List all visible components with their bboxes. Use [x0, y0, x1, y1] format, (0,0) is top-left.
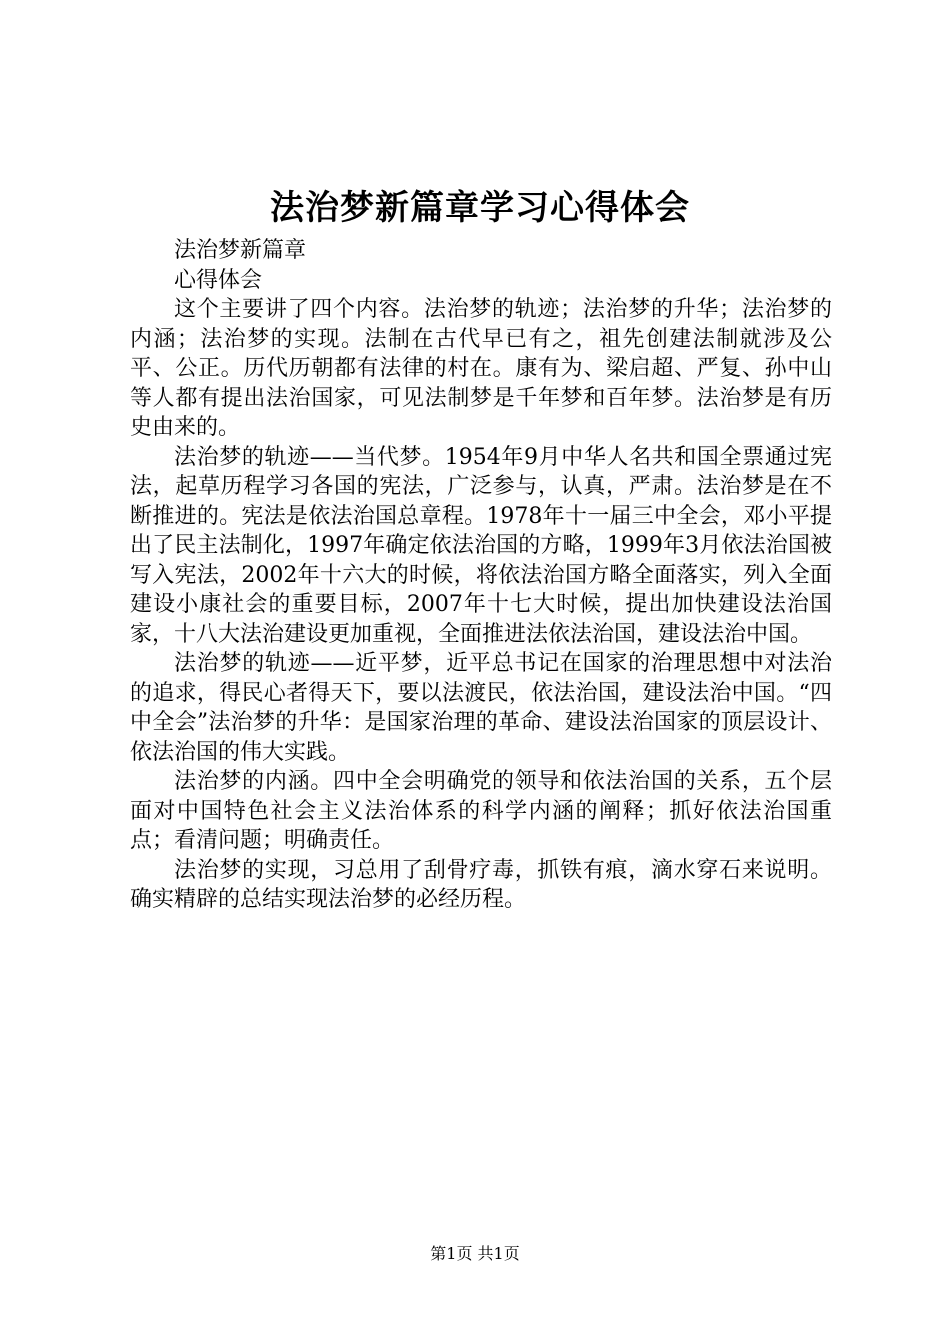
subtitle-line: 心得体会: [174, 267, 263, 293]
body-paragraph: 法治梦的实现，习总用了刮骨疗毒，抓铁有痕，滴水穿石来说明。确实精辟的总结实现法治梦的必经历程。: [130, 857, 832, 912]
subtitle-line: 法治梦新篇章: [174, 238, 307, 263]
body-paragraph: 法治梦的轨迹——近平梦，近平总书记在国家的治理思想中对法治的追求，得民心者得天下，要以法渡民，依法治国，建设法治中国。“四中全会”法治梦的升华：是国家治理的革命、建设法治国家的顶层设计、依法治国的伟大实践。: [130, 651, 832, 765]
document-body: [130, 236, 832, 915]
body-paragraph: 法治梦的内涵。四中全会明确党的领导和依法治国的关系，五个层面对中国特色社会主义法治体系的科学内涵的阐释；抓好依法治国重点；看清问题；明确责任。: [130, 769, 832, 853]
document-title: 法治梦新篇章学习心得体会: [270, 188, 690, 228]
body-paragraph: 法治梦的轨迹——当代梦。1954年9月中华人名共和国全票通过宪法，起草历程学习各国的宪法，广泛参与，认真，严肃。法治梦是在不断推进的。宪法是依法治国总章程。1978年十一届三中全会，邓小平提出了民主法制化，1997年确定依法治国的方略，1999年3月依法治国被写入宪法，2002年十六大的时候，将依法治国方略全面落实，列入全面建设小康社会的重要目标，2007年十七大时候，提出加快建设法治国家，十八大法治建设更加重视，全面推进法依法治国，建设法治中国。: [130, 444, 832, 647]
body-paragraph: 这个主要讲了四个内容。法治梦的轨迹；法治梦的升华；法治梦的内涵；法治梦的实现。法制在古代早已有之，祖先创建法制就涉及公平、公正。历代历朝都有法律的村在。康有为、梁启超、严复、孙中山等人都有提出法治国家，可见法制梦是千年梦和百年梦。法治梦是有历史由来的。: [130, 297, 832, 440]
page-footer: 第1页 共1页: [430, 1244, 520, 1263]
